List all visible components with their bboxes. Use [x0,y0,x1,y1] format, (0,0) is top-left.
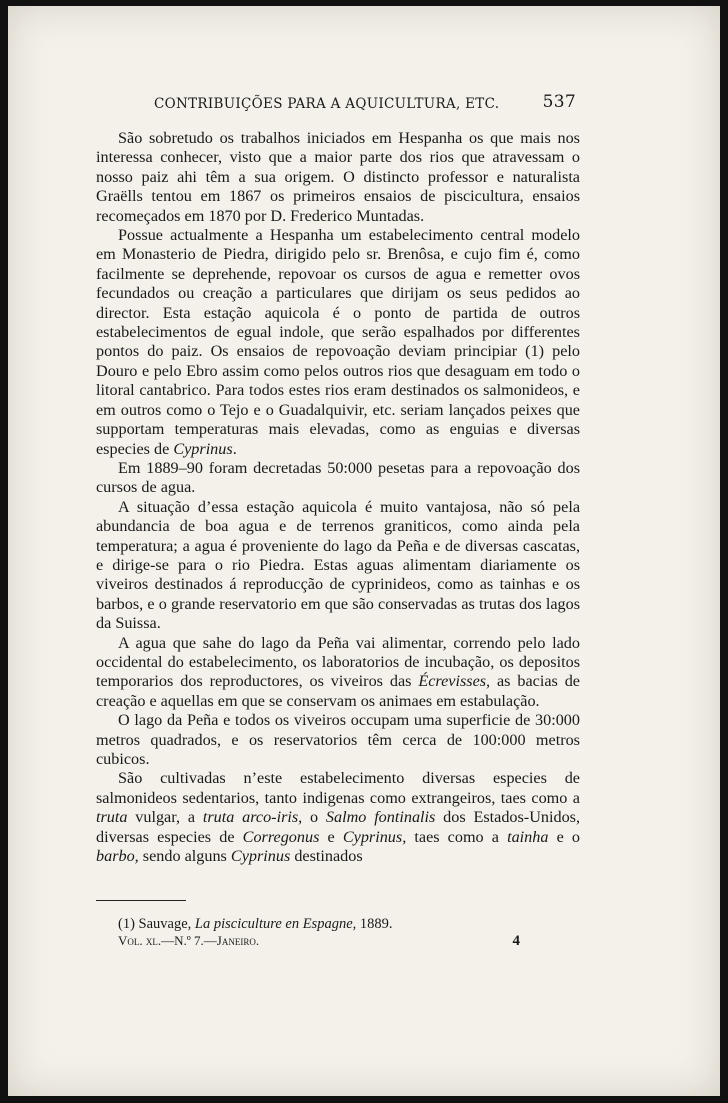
text-run: (1) Sauvage, [118,916,195,933]
italic-text: tainha [507,827,549,846]
text-run: A situação d’essa estação aquicola é muito vantajosa, não só pela abundancia de boa agua e de terrenos graniticos, como ainda pela temperatura; a agua é proveniente do lago da Peña e de diversas cascatas, e dirige-se para o rio Piedra. Estas aguas alimentam diariamente os viveiros destinados á reproducção de cyprinideos, como as tainhas e os barbos, e o grande reservatorio em que são conservadas as trutas dos lagos da Suissa. [96,497,580,633]
text-run: São sobretudo os trabalhos iniciados em Hespanha os que mais nos interessa conhecer, visto que a maior parte dos rios que atravessam o nosso paiz ahi têm a sua origem. O distincto professor e naturalista Graëlls tentou em 1867 os primeiros ensaios de piscicultura, ensaios recomeçados em 1870 por D. Frederico Muntadas. [96,129,580,225]
italic-text: barbo, [96,847,139,866]
text-run: A agua que sahe do lago da Peña vai alimentar, correndo pelo lado occidental do estabelecimento, os laboratorios de incubação, os depositos temporarios dos reproductores, os viveiros das [96,633,580,691]
italic-text: Cyprinus, [342,827,407,846]
page-content [96,92,580,953]
paragraph [96,498,580,634]
italic-text: Écrevisses, [418,672,491,691]
italic-text: Cyprinus [173,439,233,458]
text-run: . [232,439,237,458]
body-text [96,129,580,866]
text-run: O lago da Peña e todos os viveiros occupam uma superficie de 30:000 metros quadrados, e os reservatorios têm cerca de 100:000 metros cubicos. [96,711,580,768]
running-head [96,92,580,116]
book-page [8,6,720,1096]
paragraph [96,634,580,712]
text-run: São cultivadas n’este estabelecimento diversas especies de salmonideos sedentarios, tanto indigenas como extrangeiros, taes como a [96,769,580,807]
italic-text: Corregonus [242,827,320,846]
text-run: sendo alguns [138,847,231,866]
paragraph [96,711,580,769]
footnote-rule [96,900,186,901]
text-run: 1889. [356,916,393,933]
text-run: dos Estados-Unidos, diversas especies de [96,808,581,846]
text-run: Em 1889–90 foram decretadas 50:000 pesetas para a repovoação dos cursos de agua. [96,458,580,497]
text-run: vulgar, a [127,808,203,827]
footnote [96,915,580,933]
italic-text: Cyprinus [230,847,291,866]
text-run: taes como a [406,827,508,846]
text-run: o [302,808,326,827]
italic-text: truta [96,808,128,827]
paragraph [96,129,580,226]
text-run: Possue actualmente a Hespanha um estabelecimento central modelo em Monasterio de Piedra, dirigido pelo sr. Brenôsa, e cujo fim é, como facilmente se deprehende, repovoar os cursos de agua e remetter ovos fecundados ou creação a particulares que dirijam os seus pedidos ao director. Esta estação aquicola é o ponto de partida de outros estabelecimentos de egual indole, que serão espalhados por differentes pontos do paiz. Os ensaios de repovoação deviam principiar (1) pelo Douro e pelo Ebro assim como pelos outros rios que desaguam em todo o litoral cantabrico. Para todos estes rios eram destinados os salmonideos, e em outros como o Tejo e o Guadalquivir, etc. seriam lançados peixes que supportam temperaturas mais elevadas, como as enguias e diversas especies de [96,226,580,458]
paragraph [96,226,580,459]
italic-text: Salmo fontinalis [325,808,436,827]
running-title: CONTRIBUIÇÕES PARA A AQUICULTURA, ETC. [154,96,500,112]
paragraph [96,459,580,498]
text-run: as bacias de creação e aquellas em que se conservam os animaes em estabulação. [96,672,580,710]
text-run: e o [548,827,581,846]
signature-line [96,933,580,953]
page-number: 537 [542,92,576,112]
italic-text: La pisciculture en Espagne, [194,916,357,933]
signature-volume: Vol. xl.—N.º 7.—Janeiro. [118,933,260,949]
text-run: destinados [290,847,363,866]
signature-mark: 4 [512,933,520,950]
italic-text: truta arco-iris, [202,808,303,827]
paragraph [96,769,580,866]
text-run: e [319,827,343,846]
